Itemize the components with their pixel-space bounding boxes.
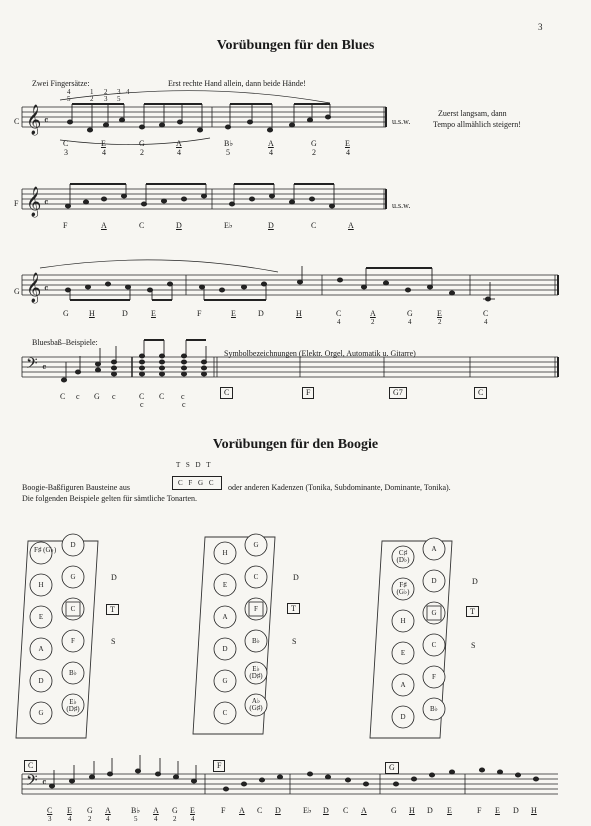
- b-letter-5: B♭: [131, 806, 141, 815]
- page-number: 3: [538, 22, 543, 32]
- kb2-left-2: E: [222, 581, 228, 589]
- blues-title: Vorübungen für den Blues: [216, 38, 375, 53]
- s1-finger-7: 2: [312, 148, 316, 157]
- s1-finger-4: 4: [177, 148, 181, 157]
- s3-finger-4: 2: [438, 318, 442, 326]
- kb3-right-3: G: [431, 609, 437, 617]
- s2-chord-3: C: [139, 221, 145, 230]
- kb2-left-4: D: [222, 645, 228, 653]
- kb3-right-6: B♭: [430, 705, 438, 713]
- bass-stack-3: C: [159, 392, 165, 401]
- kb1-right-2: G: [70, 573, 76, 581]
- boogie-intro-suffix: oder anderen Kadenzen (Tonika, Subdominante, Dominante, Tonika).: [228, 483, 451, 492]
- b-letter-23: D: [513, 806, 519, 815]
- b-letter-18: H: [409, 806, 415, 815]
- fingering-label: Zwei Fingersätze:: [32, 79, 90, 88]
- finger-4: 3: [117, 88, 121, 96]
- kb2-left-3: A: [222, 613, 228, 621]
- b-letter-24: H: [531, 806, 537, 815]
- svg-text:𝄴: 𝄴: [42, 363, 47, 374]
- s1-chord-4: A: [176, 139, 182, 148]
- kb1-right-4: F: [71, 637, 75, 645]
- chord-box-3: G7: [389, 387, 407, 399]
- kb3-left-6: D: [400, 713, 406, 721]
- kb3-left-4: E: [400, 649, 406, 657]
- svg-text:𝄞: 𝄞: [26, 273, 42, 303]
- right-hand-note: Erst rechte Hand allein, dann beide Hände!: [168, 79, 306, 88]
- chord-box-2: F: [302, 387, 314, 399]
- finger-3b: 3: [104, 95, 108, 103]
- kb2-right-5: E♭ (D♯): [249, 665, 263, 680]
- s3-chord-12: E: [437, 309, 442, 318]
- b-letter-21: F: [477, 806, 482, 815]
- b-finger-3: 2: [88, 815, 92, 823]
- cfgc-box: C F G C: [172, 476, 222, 490]
- staff2-clef-letter: F: [14, 199, 19, 208]
- bass-label: Bluesbaß–Beispiele:: [32, 338, 98, 347]
- b-finger-8: 4: [191, 815, 195, 823]
- svg-text:𝄢: 𝄢: [26, 772, 38, 793]
- b-letter-22: E: [495, 806, 500, 815]
- kb1-label-d: D: [111, 573, 117, 582]
- s2-chord-4: D: [176, 221, 182, 230]
- kb1-right-1: D: [70, 541, 76, 549]
- s3-finger-1: 4: [337, 318, 341, 326]
- kb2-right-4: B♭: [252, 637, 260, 645]
- kb2-label-d: D: [293, 573, 299, 582]
- b-letter-9: F: [221, 806, 226, 815]
- kb2-right-1: G: [253, 541, 259, 549]
- b-letter-17: G: [391, 806, 397, 815]
- b-letter-2: E: [67, 806, 72, 815]
- s1-finger-8: 4: [346, 148, 350, 157]
- finger-5: 4: [126, 88, 130, 96]
- kb2-right-3: F: [254, 605, 258, 613]
- keyboard-1-frame: [16, 541, 98, 738]
- s1-chord-3: G: [139, 139, 145, 148]
- s1-chord-7: G: [311, 139, 317, 148]
- b-letter-20: E: [447, 806, 452, 815]
- b-letter-3: G: [87, 806, 93, 815]
- s3-chord-10: A: [370, 309, 376, 318]
- s1-chord-5: B♭: [224, 139, 234, 148]
- kb1-left-6: G: [38, 709, 44, 717]
- b-finger-4: 4: [106, 815, 110, 823]
- bass-letter-4: c: [112, 392, 116, 401]
- staff3-clef-letter: G: [14, 287, 20, 296]
- s3-chord-13: C: [483, 309, 489, 318]
- bass-letter-3: G: [94, 392, 100, 401]
- b-finger-6: 4: [154, 815, 158, 823]
- b-letter-6: A: [153, 806, 159, 815]
- boogie-title: Vorübungen für den Boogie: [212, 437, 379, 452]
- svg-text:𝄴: 𝄴: [42, 778, 47, 789]
- bottom-box-c: C: [24, 760, 37, 772]
- s3-chord-7: D: [258, 309, 264, 318]
- s2-chord-8: A: [348, 221, 354, 230]
- kb1-left-5: D: [38, 677, 44, 685]
- s2-chord-5: E♭: [224, 221, 233, 230]
- kb3-label-d: D: [472, 577, 478, 586]
- kb1-right-3: C: [70, 605, 76, 613]
- s1-finger-5: 5: [226, 148, 230, 157]
- bass-letter-1: C: [60, 392, 66, 401]
- kb2-right-2: C: [253, 573, 259, 581]
- s3-chord-3: D: [122, 309, 128, 318]
- staff1-clef-letter: C: [14, 117, 20, 126]
- b-letter-7: G: [172, 806, 178, 815]
- tsdt-label: T S D T: [176, 461, 213, 469]
- kb3-left-1: C♯ (D♭): [396, 549, 410, 564]
- boogie-intro-line2: Die folgenden Beispiele gelten für sämtliche Tonarten.: [22, 494, 198, 503]
- svg-text:𝄞: 𝄞: [26, 105, 42, 135]
- s1-finger-6: 4: [269, 148, 273, 157]
- b-letter-4: A: [105, 806, 111, 815]
- kb2-right-6: A♭ (G♯): [249, 697, 263, 712]
- b-letter-10: A: [239, 806, 245, 815]
- svg-text:𝄢: 𝄢: [26, 355, 38, 376]
- finger-2b: 2: [90, 95, 94, 103]
- b-letter-8: E: [190, 806, 195, 815]
- s1-finger-3: 2: [140, 148, 144, 157]
- usw-1: u.s.w.: [392, 117, 411, 126]
- s3-chord-2: H: [89, 309, 95, 318]
- b-finger-5: 5: [134, 815, 138, 823]
- svg-text:𝄴: 𝄴: [44, 198, 49, 209]
- usw-2: u.s.w.: [392, 201, 411, 210]
- finger-3: 2: [104, 88, 108, 96]
- svg-text:𝄴: 𝄴: [44, 116, 49, 127]
- s3-finger-2: 2: [371, 318, 375, 326]
- svg-text:𝄴: 𝄴: [44, 284, 49, 295]
- s2-chord-6: D: [268, 221, 274, 230]
- s3-chord-6: E: [231, 309, 236, 318]
- s3-chord-9: C: [336, 309, 342, 318]
- s2-chord-2: A: [101, 221, 107, 230]
- kb2-left-6: C: [222, 709, 228, 717]
- finger-4b: 5: [117, 95, 121, 103]
- staff-bottom: [22, 774, 558, 794]
- b-letter-1: C: [47, 806, 53, 815]
- tempo-note-2: Tempo allmählich steigern!: [433, 120, 521, 129]
- staff-1: [22, 107, 386, 127]
- kb3-right-4: C: [431, 641, 437, 649]
- kb3-right-2: D: [431, 577, 437, 585]
- b-finger-7: 2: [173, 815, 177, 823]
- bass-stack-5: c: [182, 400, 186, 409]
- kb1-right-6: E♭ (D♯): [66, 698, 80, 713]
- kb3-label-t: T: [466, 606, 479, 617]
- s1-chord-1: C: [63, 139, 69, 148]
- kb2-left-1: H: [222, 549, 228, 557]
- bottom-box-f: F: [213, 760, 225, 772]
- kb1-left-2: H: [38, 581, 44, 589]
- b-letter-11: C: [257, 806, 263, 815]
- s1-chord-6: A: [268, 139, 274, 148]
- kb3-left-5: A: [400, 681, 406, 689]
- kb3-right-1: A: [431, 545, 437, 553]
- s1-chord-2: E: [101, 139, 106, 148]
- kb1-right-5: B♭: [69, 669, 77, 677]
- kb1-left-4: A: [38, 645, 44, 653]
- b-letter-15: C: [343, 806, 349, 815]
- s3-finger-5: 4: [484, 318, 488, 326]
- kb3-label-s: S: [471, 641, 476, 650]
- s3-chord-4: E: [151, 309, 156, 318]
- s1-finger-1: 3: [64, 148, 68, 157]
- bass-stack-2: c: [140, 400, 144, 409]
- s3-chord-1: G: [63, 309, 69, 318]
- tempo-note-1: Zuerst langsam, dann: [438, 109, 507, 118]
- boogie-intro-prefix: Boogie-Baßfiguren Bausteine aus: [22, 483, 130, 492]
- kb2-left-5: G: [222, 677, 228, 685]
- staff-bass: [22, 357, 558, 377]
- b-letter-14: D: [323, 806, 329, 815]
- s2-chord-7: C: [311, 221, 317, 230]
- symbol-label: Symbolbezeichnungen (Elektr. Orgel, Automatik u. Gitarre): [224, 349, 416, 358]
- b-finger-1: 3: [48, 815, 52, 823]
- kb1-label-t: T: [106, 604, 119, 615]
- s1-chord-8: E: [345, 139, 350, 148]
- finger-1: 4: [67, 88, 71, 96]
- svg-text:𝄞: 𝄞: [26, 187, 42, 217]
- kb3-left-3: H: [400, 617, 406, 625]
- bass-letter-2: c: [76, 392, 80, 401]
- s2-chord-1: F: [63, 221, 68, 230]
- finger-1b: 5: [67, 95, 71, 103]
- b-letter-16: A: [361, 806, 367, 815]
- staff-3: [22, 275, 558, 295]
- s3-chord-5: F: [197, 309, 202, 318]
- kb3-left-2: F♯ (G♭): [396, 581, 410, 596]
- b-letter-19: D: [427, 806, 433, 815]
- s3-chord-11: G: [407, 309, 413, 318]
- kb2-label-t: T: [287, 603, 300, 614]
- s1-finger-2: 4: [102, 148, 106, 157]
- bottom-box-g: G: [385, 762, 399, 774]
- s3-chord-8: H: [296, 309, 302, 318]
- bass-stack-4: c: [181, 392, 185, 401]
- kb2-label-s: S: [292, 637, 297, 646]
- finger-2: 1: [90, 88, 94, 96]
- chord-box-1: C: [220, 387, 233, 399]
- bass-stack-1: C: [139, 392, 145, 401]
- b-letter-12: D: [275, 806, 281, 815]
- kb1-left-1: F♯ (G♭): [34, 546, 57, 554]
- b-letter-13: E♭: [303, 806, 312, 815]
- s3-finger-3: 4: [408, 318, 412, 326]
- chord-box-4: C: [474, 387, 487, 399]
- b-finger-2: 4: [68, 815, 72, 823]
- kb1-left-3: E: [38, 613, 44, 621]
- kb1-label-s: S: [111, 637, 116, 646]
- kb3-right-5: F: [432, 673, 436, 681]
